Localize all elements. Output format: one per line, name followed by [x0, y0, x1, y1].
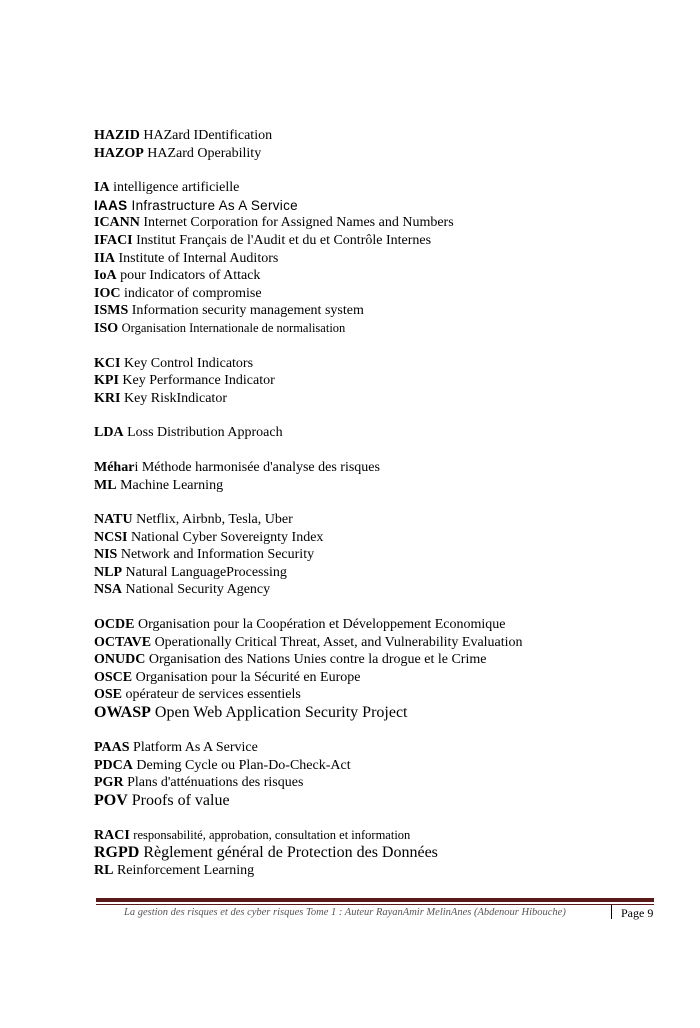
- glossary-group: [94, 827, 674, 880]
- glossary-entry: [94, 285, 674, 303]
- glossary-definition: pour Indicators of Attack: [120, 268, 261, 284]
- glossary-definition: National Cyber Sovereignty Index: [130, 529, 324, 545]
- glossary-abbreviation: KRI: [94, 390, 121, 406]
- glossary-entry: [94, 564, 674, 582]
- glossary-entry: [94, 179, 674, 197]
- glossary-abbreviation: PGR: [94, 775, 124, 791]
- glossary-group: [94, 511, 674, 599]
- glossary-entry: [94, 355, 674, 373]
- glossary-abbreviation: OCDE: [94, 617, 135, 633]
- footer-text: La gestion des risques et des cyber risques Tome 1 : Auteur RayanAmir MelinAnes (Abdenour Hibouche): [124, 907, 566, 918]
- glossary-entry: [94, 477, 674, 495]
- glossary-abbreviation: OWASP: [94, 704, 151, 722]
- glossary-abbreviation: NIS: [94, 547, 118, 563]
- glossary-entry: [94, 250, 674, 268]
- glossary-entry: [94, 459, 674, 477]
- glossary-entry: [94, 739, 674, 757]
- glossary-abbreviation: IOC: [94, 285, 121, 301]
- footer-rule-thin: [96, 904, 654, 905]
- glossary-entry: [94, 424, 674, 442]
- glossary-entry: [94, 686, 674, 704]
- glossary-definition: Proofs of value: [131, 791, 230, 809]
- glossary-entry: [94, 372, 674, 390]
- glossary-abbreviation: IAAS: [94, 197, 128, 213]
- glossary-abbreviation: POV: [94, 791, 128, 809]
- glossary-entry: [94, 302, 674, 320]
- glossary-group: [94, 127, 674, 162]
- glossary-abbreviation: OSE: [94, 687, 123, 703]
- glossary-definition: Information security management system: [131, 303, 364, 319]
- footer-separator: [611, 905, 612, 919]
- glossary-abbreviation: IA: [94, 180, 110, 196]
- glossary-definition: Open Web Application Security Project: [154, 704, 408, 722]
- glossary-abbreviation: ISO: [94, 320, 119, 336]
- glossary-definition: HAZard IDentification: [143, 128, 273, 143]
- glossary-definition: opérateur de services essentiels: [125, 687, 301, 703]
- glossary-entry: [94, 232, 674, 250]
- glossary-abbreviation: RGPD: [94, 844, 140, 862]
- glossary-definition: Loss Distribution Approach: [127, 425, 283, 441]
- glossary-definition: Règlement général de Protection des Données: [143, 844, 438, 862]
- glossary-abbreviation: OSCE: [94, 669, 133, 685]
- glossary-group: [94, 355, 674, 408]
- glossary-entry: [94, 214, 674, 232]
- glossary-definition: Network and Information Security: [120, 547, 315, 563]
- glossary-entry: [94, 546, 674, 564]
- glossary-definition: intelligence artificielle: [113, 180, 240, 196]
- glossary-definition: Reinforcement Learning: [116, 863, 255, 879]
- glossary-definition: Institute of Internal Auditors: [118, 250, 279, 266]
- glossary-abbreviation: PDCA: [94, 757, 133, 773]
- page-number: Page 9: [621, 906, 654, 920]
- glossary-entry: [94, 792, 674, 810]
- glossary-definition: Infrastructure As A Service: [131, 197, 298, 213]
- glossary-entry: [94, 827, 674, 845]
- glossary-entry: [94, 774, 674, 792]
- glossary-definition: Organisation pour la Sécurité en Europe: [135, 669, 361, 685]
- glossary-abbreviation: NATU: [94, 512, 133, 528]
- glossary-entry: [94, 390, 674, 408]
- glossary-entry: [94, 651, 674, 669]
- glossary-abbreviation: LDA: [94, 425, 124, 441]
- glossary: [94, 127, 674, 897]
- glossary-definition: indicator of compromise: [123, 285, 262, 301]
- glossary-group: [94, 616, 674, 722]
- glossary-entry: [94, 616, 674, 634]
- glossary-abbreviation: IFACI: [94, 232, 133, 248]
- glossary-definition: Key RiskIndicator: [123, 390, 227, 406]
- glossary-abbreviation: NCSI: [94, 529, 128, 545]
- glossary-entry: [94, 634, 674, 652]
- glossary-entry: [94, 704, 674, 722]
- glossary-entry: [94, 529, 674, 547]
- glossary-definition: National Security Agency: [125, 582, 271, 598]
- glossary-entry: [94, 145, 674, 163]
- glossary-abbreviation: HAZID: [94, 128, 140, 143]
- glossary-abbreviation: RACI: [94, 827, 130, 843]
- glossary-abbreviation: NSA: [94, 582, 123, 598]
- glossary-definition: Key Performance Indicator: [122, 373, 275, 389]
- glossary-entry: [94, 197, 674, 215]
- glossary-definition: Institut Français de l'Audit et du et Contrôle Internes: [136, 232, 432, 248]
- glossary-definition: Platform As A Service: [133, 740, 258, 756]
- glossary-entry: [94, 511, 674, 529]
- glossary-abbreviation: ML: [94, 477, 117, 493]
- glossary-abbreviation: KCI: [94, 355, 121, 371]
- glossary-definition: Netflix, Airbnb, Tesla, Uber: [136, 512, 293, 528]
- glossary-abbreviation: RL: [94, 863, 114, 879]
- glossary-entry: [94, 127, 674, 145]
- glossary-abbreviation: ONUDC: [94, 652, 146, 668]
- glossary-abbreviation: ISMS: [94, 303, 129, 319]
- glossary-definition: Organisation pour la Coopération et Développement Economique: [137, 617, 506, 633]
- glossary-definition: responsabilité, approbation, consultation et information: [133, 827, 411, 842]
- glossary-definition: HAZard Operability: [147, 145, 262, 161]
- glossary-group: [94, 424, 674, 442]
- glossary-entry: [94, 757, 674, 775]
- glossary-abbreviation: PAAS: [94, 740, 130, 756]
- footer-rule: [96, 898, 654, 902]
- glossary-definition: i Méthode harmonisée d'analyse des risques: [134, 459, 380, 475]
- glossary-entry: [94, 862, 674, 880]
- glossary-definition: Key Control Indicators: [123, 355, 254, 371]
- glossary-group: [94, 179, 674, 337]
- glossary-entry: [94, 844, 674, 862]
- glossary-group: [94, 459, 674, 494]
- glossary-definition: Internet Corporation for Assigned Names and Numbers: [143, 215, 454, 231]
- glossary-definition: Plans d'atténuations des risques: [127, 775, 304, 791]
- glossary-abbreviation: KPI: [94, 373, 119, 389]
- glossary-group: [94, 739, 674, 810]
- glossary-abbreviation: IIA: [94, 250, 116, 266]
- glossary-entry: [94, 581, 674, 599]
- glossary-definition: Organisation Internationale de normalisation: [121, 320, 346, 335]
- glossary-abbreviation: OCTAVE: [94, 634, 152, 650]
- glossary-entry: [94, 669, 674, 687]
- glossary-entry: [94, 320, 674, 338]
- glossary-definition: Machine Learning: [120, 477, 224, 493]
- glossary-abbreviation: IoA: [94, 268, 117, 284]
- glossary-abbreviation: HAZOP: [94, 145, 144, 161]
- glossary-definition: Operationally Critical Threat, Asset, and Vulnerability Evaluation: [154, 634, 523, 650]
- glossary-entry: [94, 267, 674, 285]
- glossary-abbreviation: ICANN: [94, 215, 140, 231]
- glossary-definition: Organisation des Nations Unies contre la drogue et le Crime: [148, 652, 487, 668]
- glossary-definition: Deming Cycle ou Plan-Do-Check-Act: [136, 757, 351, 773]
- glossary-abbreviation: NLP: [94, 564, 122, 580]
- glossary-abbreviation: Méhar: [94, 459, 135, 475]
- glossary-definition: Natural LanguageProcessing: [125, 564, 287, 580]
